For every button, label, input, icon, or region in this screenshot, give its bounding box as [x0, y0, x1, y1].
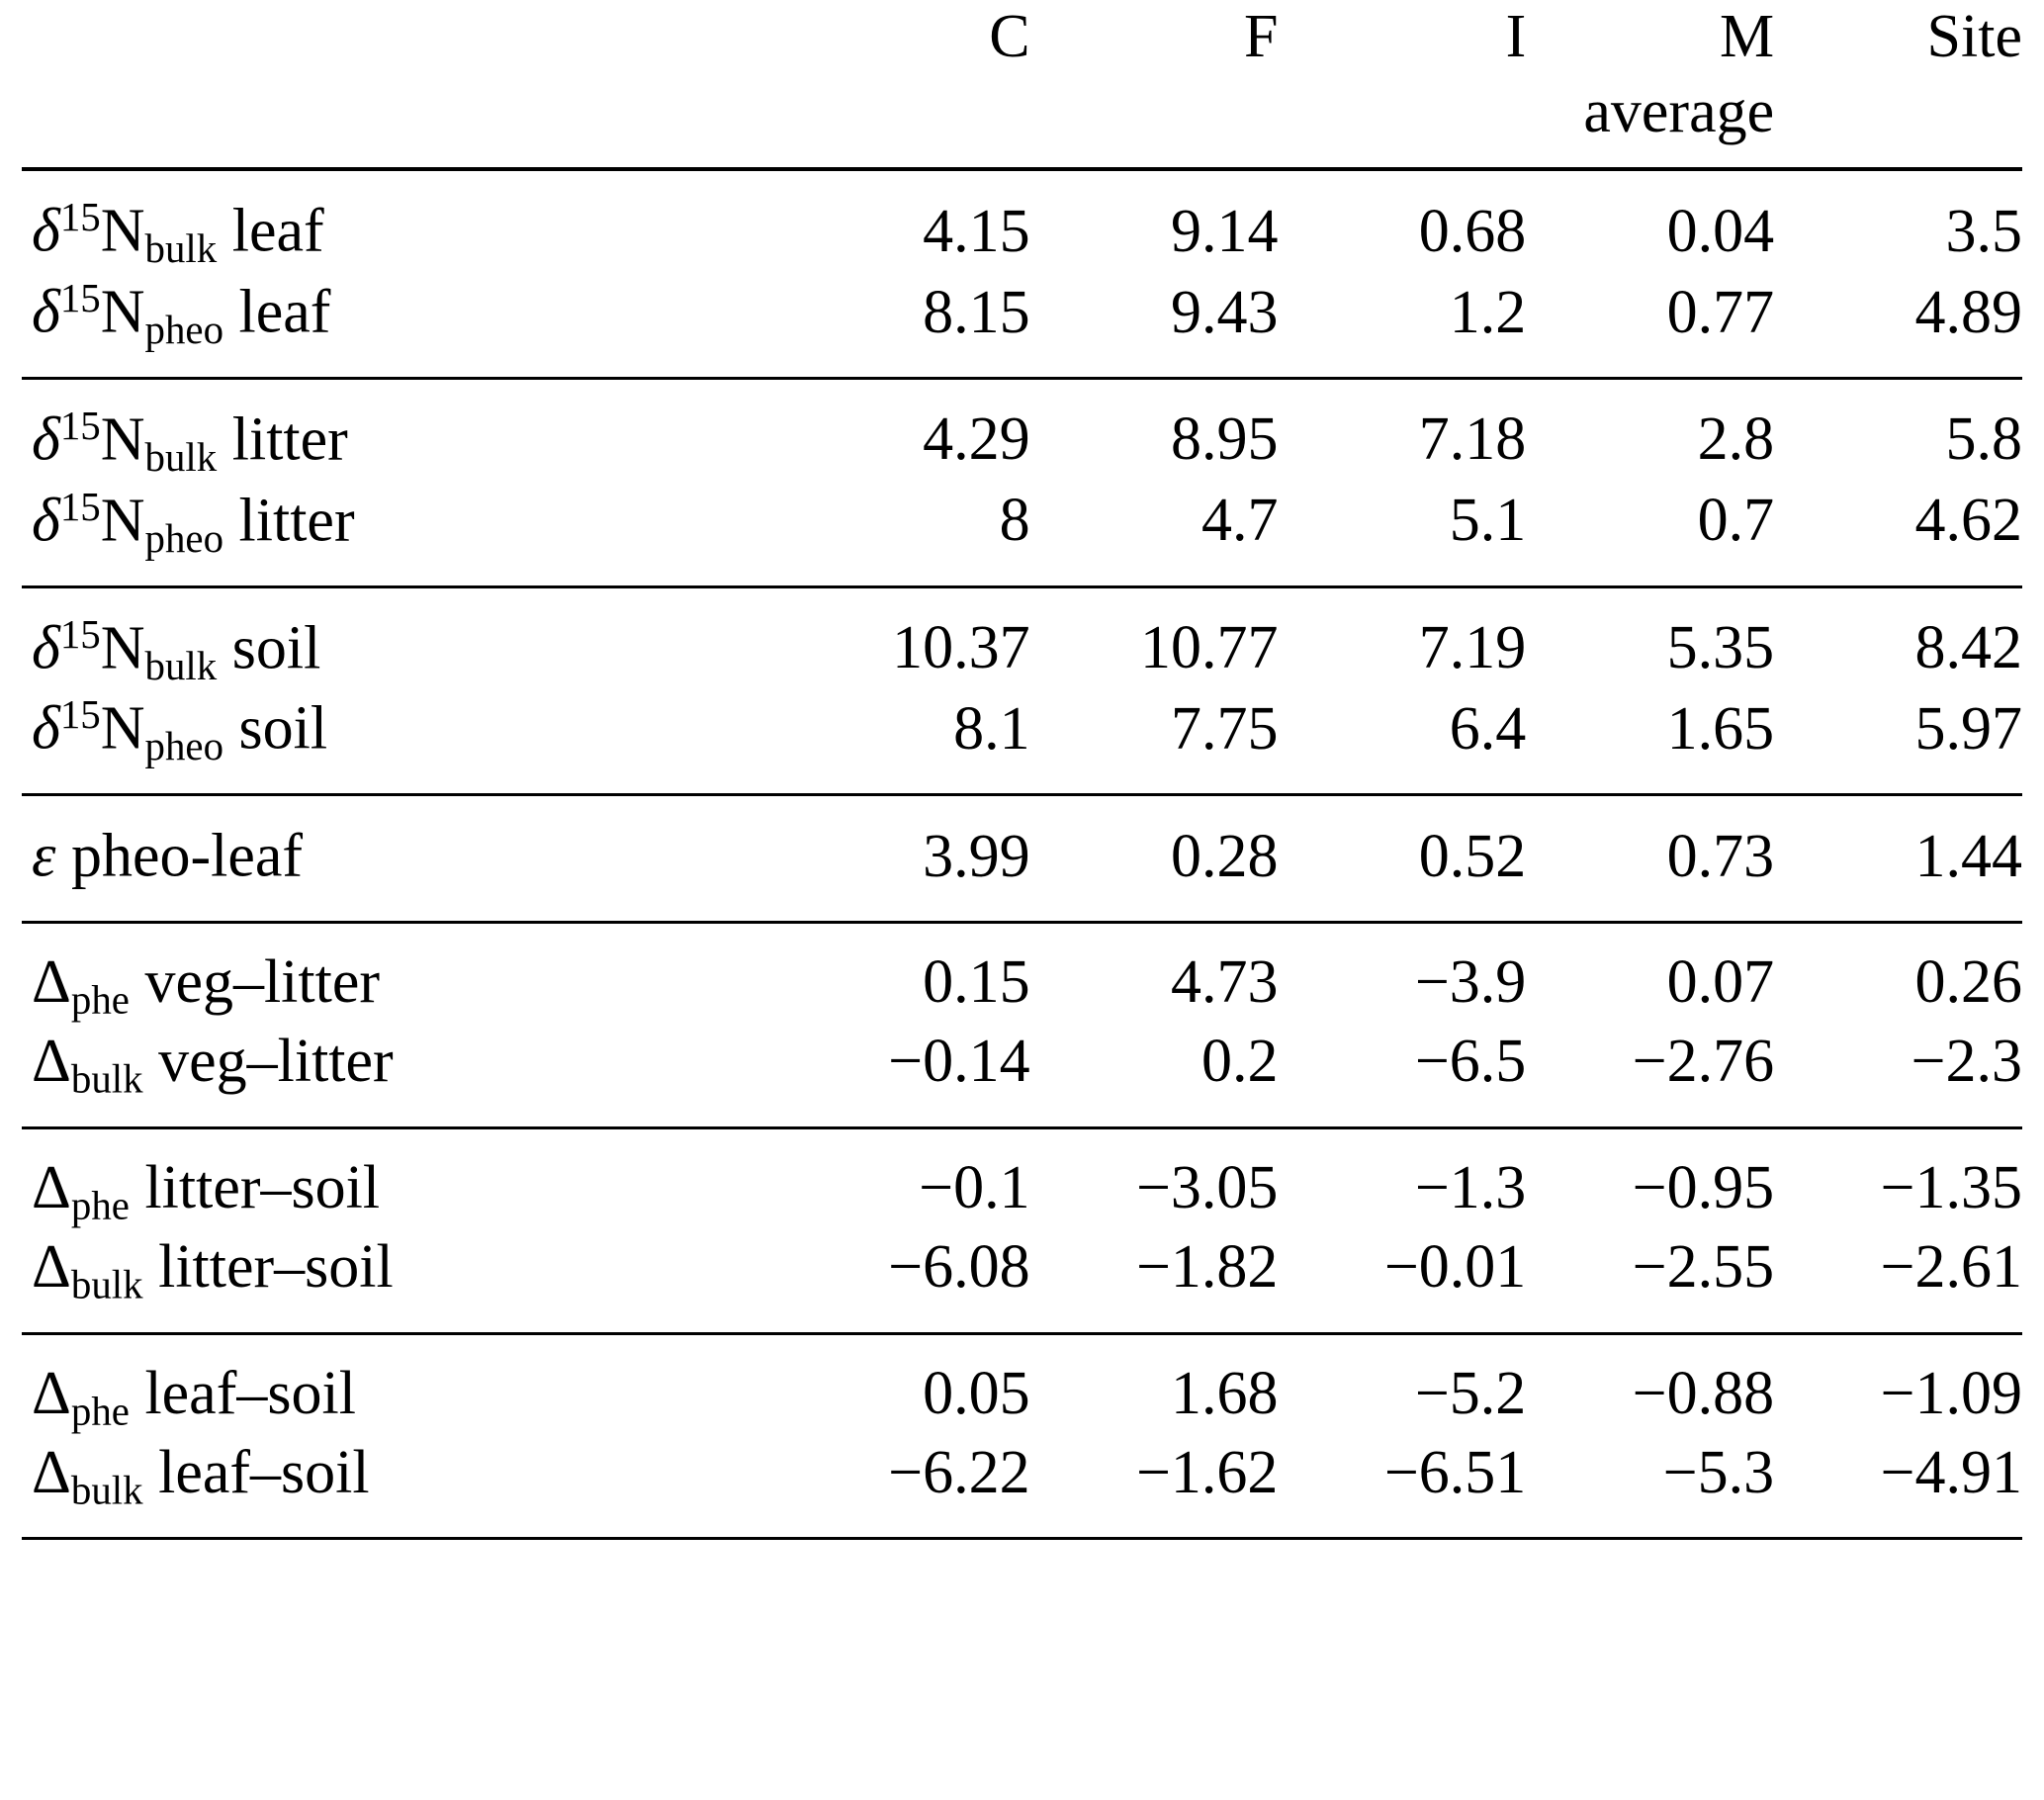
element-symbol: N — [100, 197, 145, 265]
label-rest: veg–litter — [129, 948, 381, 1017]
header-col-m-2: average — [1583, 77, 1775, 145]
header-col-c-2 — [782, 75, 1030, 170]
table-row — [22, 795, 2022, 923]
header-col-c: C — [989, 3, 1030, 70]
cell-f: −1.62 — [1135, 1438, 1279, 1506]
cell-f: −1.82 — [1135, 1233, 1279, 1302]
cell-m: 5.35 — [1666, 614, 1775, 682]
label-rest: leaf — [217, 197, 324, 265]
header-row-secondary — [22, 75, 2022, 170]
table-row — [22, 1436, 2022, 1539]
delta-symbol: δ — [32, 197, 60, 265]
cell-f: 8.95 — [1170, 405, 1279, 474]
cell-c: 4.15 — [923, 197, 1030, 265]
subscript: bulk — [144, 226, 218, 272]
delta-symbol: δ — [32, 278, 60, 346]
element-symbol: N — [100, 614, 145, 682]
cell-f: 1.68 — [1170, 1359, 1279, 1427]
cell-m: 0.7 — [1697, 487, 1775, 555]
table-group-litter-soil — [22, 1127, 2022, 1333]
cell-c: 3.99 — [923, 822, 1030, 890]
cell-site-average: −1.35 — [1880, 1153, 2022, 1221]
row-label — [22, 1127, 782, 1230]
cell-i: 6.4 — [1449, 694, 1527, 763]
cell-i: −3.9 — [1414, 948, 1527, 1017]
label-rest: litter — [223, 487, 355, 555]
table-header — [22, 0, 2022, 169]
element-symbol: N — [100, 694, 145, 763]
delta-symbol: δ — [32, 614, 60, 682]
row-label — [22, 1436, 782, 1539]
label-rest: soil — [217, 614, 321, 682]
subscript: bulk — [70, 1056, 143, 1102]
isotope-results-table — [22, 0, 2022, 1540]
header-col-f: F — [1243, 3, 1279, 70]
table-group-leaf-soil — [22, 1333, 2022, 1539]
cell-f: 0.28 — [1170, 822, 1279, 890]
table-row — [22, 483, 2022, 586]
cell-f: 9.43 — [1170, 278, 1279, 346]
mass-number: 15 — [59, 692, 101, 738]
label-rest: leaf–soil — [142, 1438, 370, 1506]
table-row — [22, 274, 2022, 378]
subscript: pheo — [144, 307, 224, 352]
cell-i: 5.1 — [1449, 487, 1527, 555]
cell-f: 4.7 — [1200, 487, 1279, 555]
table-group-epsilon — [22, 795, 2022, 923]
cell-i: 0.52 — [1418, 822, 1527, 890]
cell-m: −5.3 — [1662, 1438, 1775, 1506]
subscript: bulk — [144, 434, 218, 480]
label-rest: leaf–soil — [129, 1359, 356, 1427]
row-label — [22, 586, 782, 690]
table-row — [22, 1333, 2022, 1436]
delta-uppercase-symbol: Δ — [32, 1153, 71, 1221]
table-row — [22, 923, 2022, 1026]
cell-f: 7.75 — [1170, 694, 1279, 763]
table-row — [22, 1230, 2022, 1333]
cell-site-average: −1.09 — [1880, 1359, 2022, 1427]
subscript: phe — [70, 977, 130, 1023]
header-label-cell-2 — [22, 75, 782, 170]
header-row-primary — [22, 0, 2022, 75]
cell-m: 0.77 — [1666, 278, 1775, 346]
mass-number: 15 — [59, 403, 101, 448]
cell-site-average: −4.91 — [1880, 1438, 2022, 1506]
table-row — [22, 1127, 2022, 1230]
epsilon-symbol: ε — [32, 822, 56, 890]
row-label — [22, 378, 782, 482]
subscript: pheo — [144, 724, 224, 769]
cell-i: −0.01 — [1383, 1233, 1527, 1302]
delta-symbol: δ — [32, 405, 60, 474]
cell-f: 10.77 — [1139, 614, 1279, 682]
cell-site-average: 3.5 — [1945, 197, 2022, 265]
row-label — [22, 923, 782, 1026]
cell-c: 0.05 — [923, 1359, 1030, 1427]
cell-i: −6.5 — [1414, 1028, 1527, 1096]
row-label — [22, 274, 782, 378]
table-group-leaf — [22, 169, 2022, 378]
header-col-f-2 — [1030, 75, 1279, 170]
cell-m: 1.65 — [1666, 694, 1775, 763]
cell-site-average: 8.42 — [1914, 614, 2022, 682]
delta-uppercase-symbol: Δ — [32, 948, 71, 1017]
cell-f: −3.05 — [1135, 1153, 1279, 1221]
element-symbol: N — [100, 405, 145, 474]
cell-c: −6.08 — [888, 1233, 1030, 1302]
subscript: bulk — [70, 1262, 143, 1307]
cell-i: 0.68 — [1418, 197, 1527, 265]
table-row — [22, 378, 2022, 482]
cell-c: 8 — [999, 487, 1030, 555]
table-row — [22, 169, 2022, 274]
cell-i: 7.19 — [1418, 614, 1527, 682]
row-label — [22, 1230, 782, 1333]
mass-number: 15 — [59, 276, 101, 321]
mass-number: 15 — [59, 484, 101, 529]
header-label-cell — [22, 0, 782, 75]
label-rest: leaf — [223, 278, 331, 346]
cell-c: 8.15 — [923, 278, 1030, 346]
cell-f: 0.2 — [1200, 1028, 1279, 1096]
label-rest: litter — [217, 405, 348, 474]
label-rest: soil — [223, 694, 328, 763]
delta-symbol: δ — [32, 487, 60, 555]
table-group-litter — [22, 378, 2022, 586]
cell-m: 0.73 — [1666, 822, 1775, 890]
delta-symbol: δ — [32, 694, 60, 763]
cell-i: −5.2 — [1414, 1359, 1527, 1427]
cell-i: −6.51 — [1383, 1438, 1527, 1506]
cell-site-average: 4.89 — [1914, 278, 2022, 346]
cell-site-average: 0.26 — [1914, 948, 2022, 1017]
cell-c: 10.37 — [892, 614, 1030, 682]
cell-m: 0.04 — [1666, 197, 1775, 265]
header-col-site: Site — [1926, 3, 2022, 70]
subscript: phe — [70, 1389, 130, 1433]
delta-uppercase-symbol: Δ — [32, 1028, 71, 1096]
cell-site-average: −2.3 — [1911, 1028, 2022, 1096]
header-col-i: I — [1505, 3, 1527, 70]
cell-m: 2.8 — [1697, 405, 1775, 474]
cell-f: 9.14 — [1170, 197, 1279, 265]
header-col-site-2 — [1774, 75, 2022, 170]
row-label — [22, 483, 782, 586]
delta-uppercase-symbol: Δ — [32, 1233, 71, 1302]
label-rest: litter–soil — [142, 1233, 394, 1302]
delta-uppercase-symbol: Δ — [32, 1438, 71, 1506]
label-rest: litter–soil — [129, 1153, 381, 1221]
cell-i: 1.2 — [1449, 278, 1527, 346]
subscript: pheo — [144, 515, 224, 561]
cell-m: −0.95 — [1632, 1153, 1775, 1221]
cell-c: −6.22 — [888, 1438, 1030, 1506]
element-symbol: N — [100, 278, 145, 346]
cell-c: 8.1 — [953, 694, 1030, 763]
row-label — [22, 1025, 782, 1127]
cell-site-average: 1.44 — [1914, 822, 2022, 890]
row-label — [22, 795, 782, 923]
element-symbol: N — [100, 487, 145, 555]
cell-i: 7.18 — [1418, 405, 1527, 474]
header-col-m: M — [1719, 3, 1775, 70]
cell-m: −2.76 — [1632, 1028, 1775, 1096]
cell-i: −1.3 — [1414, 1153, 1527, 1221]
label-rest: veg–litter — [142, 1028, 394, 1096]
cell-site-average: −2.61 — [1880, 1233, 2022, 1302]
subscript: bulk — [70, 1468, 143, 1513]
delta-uppercase-symbol: Δ — [32, 1359, 71, 1427]
cell-site-average: 5.8 — [1945, 405, 2022, 474]
subscript: bulk — [144, 643, 218, 688]
cell-c: 0.15 — [923, 948, 1030, 1017]
cell-f: 4.73 — [1170, 948, 1279, 1017]
subscript: phe — [70, 1183, 130, 1228]
table-row — [22, 586, 2022, 690]
cell-site-average: 5.97 — [1914, 694, 2022, 763]
label-rest: pheo-leaf — [55, 822, 304, 890]
row-label — [22, 1333, 782, 1436]
mass-number: 15 — [59, 195, 101, 240]
row-label — [22, 690, 782, 794]
table-row — [22, 690, 2022, 794]
header-col-i-2 — [1278, 75, 1526, 170]
table-group-soil — [22, 586, 2022, 795]
cell-site-average: 4.62 — [1914, 487, 2022, 555]
mass-number: 15 — [59, 611, 101, 657]
row-label — [22, 169, 782, 274]
table-group-veg-litter — [22, 923, 2022, 1128]
cell-m: −0.88 — [1632, 1359, 1775, 1427]
cell-c: −0.1 — [919, 1153, 1030, 1221]
cell-c: −0.14 — [888, 1028, 1030, 1096]
cell-c: 4.29 — [923, 405, 1030, 474]
cell-m: −2.55 — [1632, 1233, 1775, 1302]
cell-m: 0.07 — [1666, 948, 1775, 1017]
table-row — [22, 1025, 2022, 1127]
